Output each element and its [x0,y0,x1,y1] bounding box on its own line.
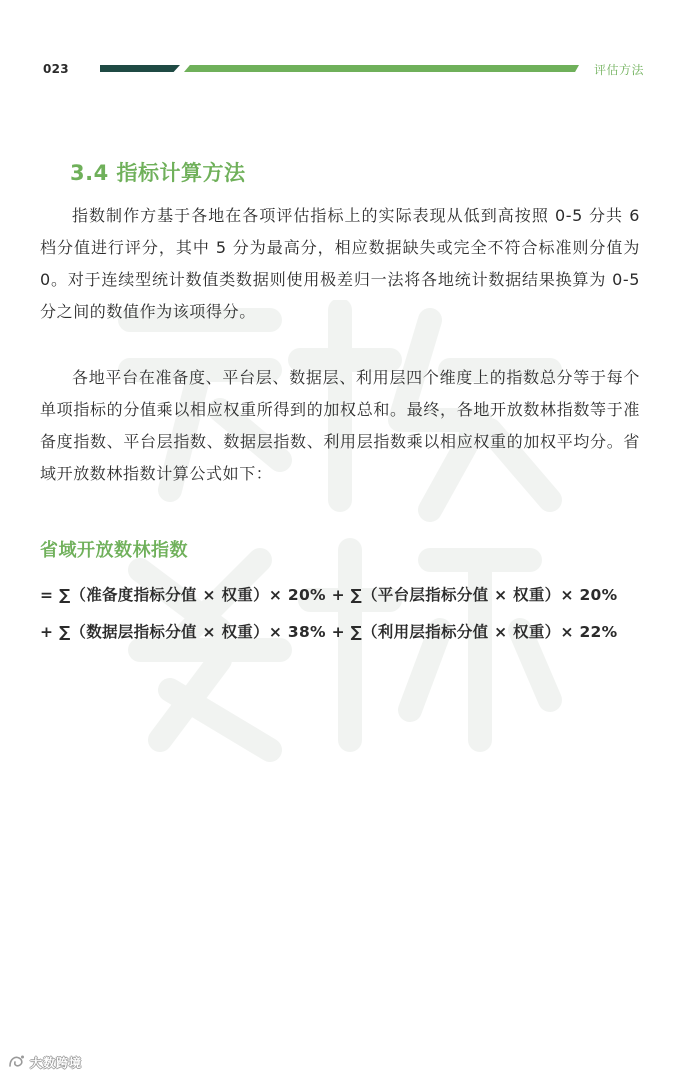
formula-line: + ∑（数据层指标分值 × 权重）× 38% + ∑（利用层指标分值 × 权重）× 22% [40,623,618,641]
paragraph-weighting-method: 各地平台在准备度、平台层、数据层、利用层四个维度上的指数总分等于每个单项指标的分值乘以相应权重所得到的加权总和。最终，各地开放数林指数等于准备度指数、平台层指数、数据层指数、利用层指数乘以相应权重的加权平均分。省域开放数林指数计算公式如下： [40,368,640,483]
section-heading: 3.4 指标计算方法 [70,161,246,185]
page-number: 023 [43,62,69,76]
header-dark-bar [100,65,180,72]
paragraph-scoring-method: 指数制作方基于各地在各项评估指标上的实际表现从低到高按照 0-5 分共 6 档分值进行评分，其中 5 分为最高分，相应数据缺失或完全不符合标准则分值为 0。对于连续型统计数值类数据则使用极差归一法将各地统计数据结果换算为 0-5 分之间的数值作为该项得分。 [40,206,640,321]
formula-title: 省域开放数林指数 [40,540,188,561]
formula-line: = ∑（准备度指标分值 × 权重）× 20% + ∑（平台层指标分值 × 权重）× 20% [40,586,618,604]
header-green-bar [184,65,579,72]
section-label: 评估方法 [594,63,645,77]
footer-logo [8,1053,82,1071]
logo-icon [8,1054,26,1070]
logo-text: 大数跨境 [30,1055,83,1070]
